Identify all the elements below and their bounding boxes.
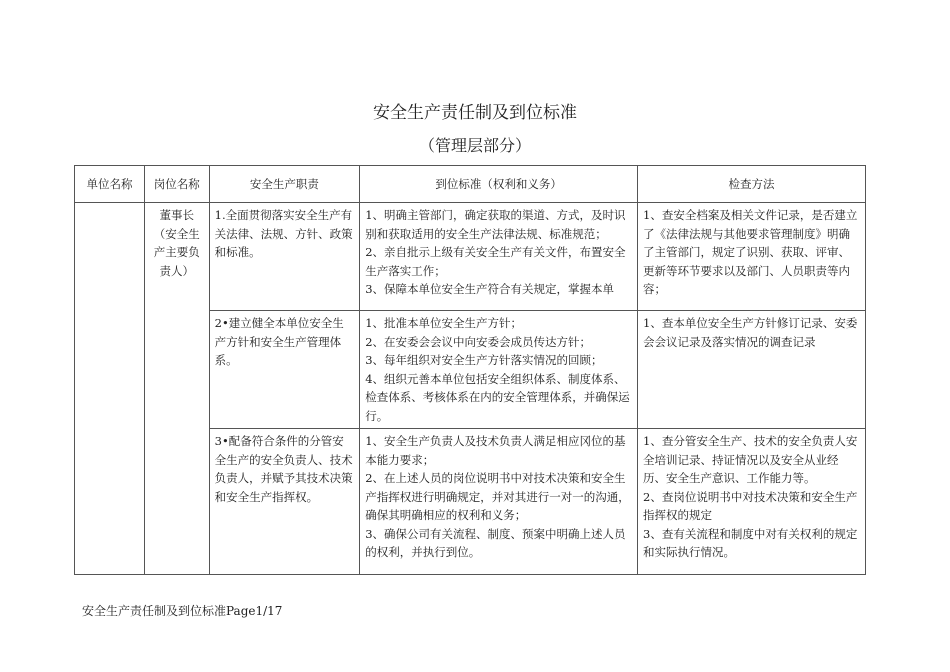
check-cell — [638, 203, 866, 311]
duty-cell: 1.全面贯彻落实安全生产有关法律、法规、方针、政策和标准。 — [209, 203, 360, 311]
table-header-row — [75, 166, 866, 203]
check-cell — [638, 429, 866, 575]
check-item: 3、查有关流程和制度中对有关权利的规定和实际执行情况。 — [643, 526, 858, 559]
check-item: 1、查安全档案及相关文件记录，是否建立了《法律法规与其他要求管理制度》明确了主管部门，规定了识别、获取、评审、更新等环节要求以及部门、人员职责等内容； — [643, 208, 858, 296]
position-line: （安全生 — [153, 226, 200, 241]
position-line: 董事长 — [159, 208, 195, 222]
header-unit: 单位名称 — [75, 166, 145, 203]
position-line: 责人） — [159, 263, 195, 278]
duty-cell: 2•建立健全本单位安全生产方针和安全生产管理体系。 — [209, 311, 360, 429]
header-check: 检查方法 — [638, 166, 866, 203]
standard-cell — [360, 311, 638, 429]
standard-item: 3、确保公司有关流程、制度、预案中明确上述人员的权利，并执行到位。 — [365, 526, 626, 559]
table-row — [75, 203, 866, 311]
header-duty: 安全生产职责 — [209, 166, 360, 203]
standard-item: 1、批准本单位安全生产方针； — [365, 316, 523, 330]
check-item: 1、查本单位安全生产方针修订记录、安委会会议记录及落实情况的调查记录 — [643, 316, 858, 349]
standard-cell — [360, 429, 638, 575]
standard-item: 2、在安委会会议中向安委会成员传达方针； — [365, 334, 592, 349]
standard-item: 1、安全生产负责人及技术负责人满足相应冈位的基本能力要求； — [365, 434, 626, 467]
position-cell — [144, 203, 209, 575]
standard-item: 2、亲自批示上级有关安全生产有关文件，布置安全生产落实工作； — [365, 245, 626, 278]
document-subtitle: （管理层部分） — [418, 136, 531, 155]
page-footer: 安全生产责任制及到位标准Page1/17 — [82, 604, 283, 618]
check-item: 2、查岗位说明书中对技术决策和安全生产指挥权的规定 — [643, 489, 858, 522]
standard-cell — [360, 203, 638, 311]
standard-item: 4、组织元善本单位包括安全组织体系、制度体系、检查体系、考核体系在内的安全管理体系，并确保运行。 — [365, 371, 630, 423]
duty-cell: 3•配备符合条件的分管安全生产的安全负责人、技术负责人，并赋予其技术决策和安全生产指挥权。 — [209, 429, 360, 575]
header-standard: 到位标准（权利和义务） — [360, 166, 638, 203]
header-position: 岗位名称 — [144, 166, 209, 203]
document-title: 安全生产责任制及到位标准 — [373, 103, 577, 123]
standard-item: 3、每年组织对安全生产方针落实情况的回顾； — [365, 353, 603, 367]
standard-item: 3、保障本单位安全生产符合有关规定，掌握本单 — [365, 282, 615, 296]
check-item: 1、查分管安全生产、技术的安全负责人安全培训记录、持证情况以及安全从业经历、安全生产意识、工作能力等。 — [643, 434, 858, 485]
responsibility-table — [74, 165, 866, 575]
standard-item: 2、在上述人员的岗位说明书中对技术决策和安全生产指挥权进行明确规定，并对其进行一对一的沟通，确保其明确相应的权利和义务； — [365, 471, 630, 522]
unit-cell — [75, 203, 145, 575]
standard-item: 1、明确主管部门，确定获取的渠道、方式，及时识别和获取适用的安全生产法律法规、标准规范； — [365, 208, 626, 241]
position-line: 产主要负 — [153, 245, 200, 259]
check-cell — [638, 311, 866, 429]
